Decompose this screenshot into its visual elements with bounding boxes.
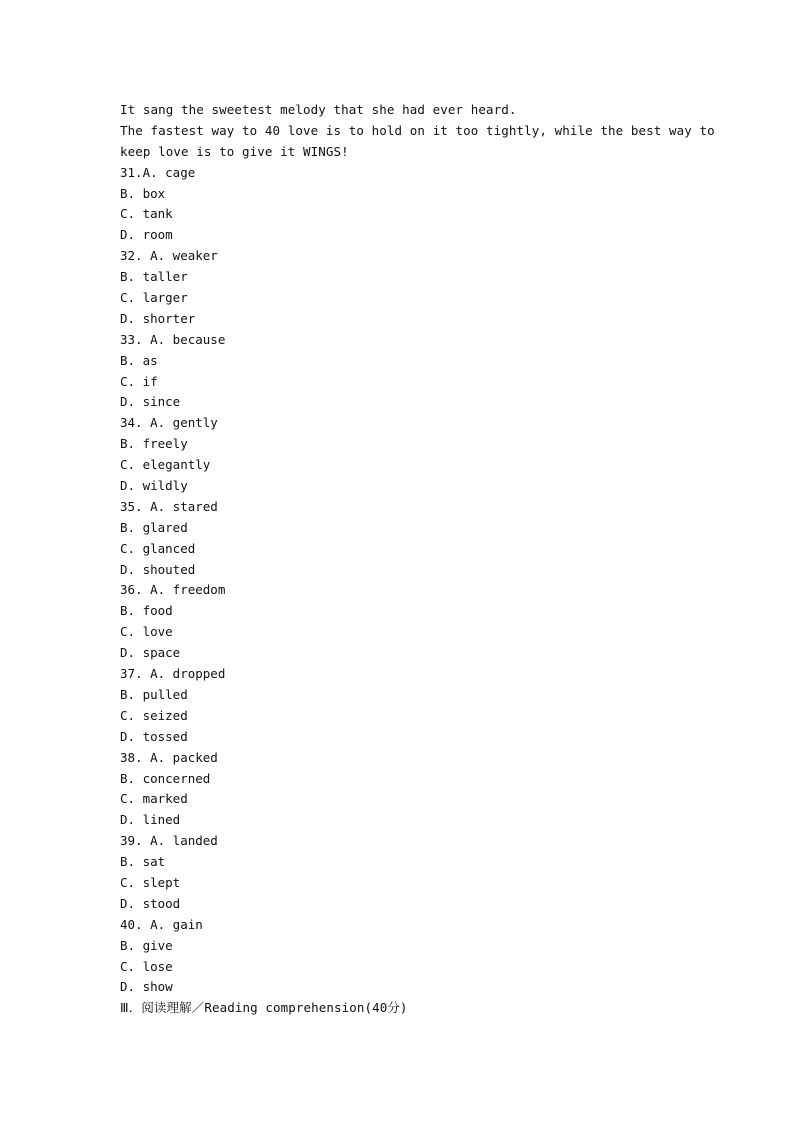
option-36-d: D. space: [120, 645, 181, 661]
option-38-a: 38. A. packed: [120, 749, 218, 765]
option-33-b: B. as: [120, 352, 158, 368]
option-40-a: 40. A. gain: [120, 916, 203, 932]
option-40-b: B. give: [120, 937, 173, 953]
option-35-d: D. shouted: [120, 561, 196, 577]
intro-line-1: It sang the sweetest melody that she had ever heard.: [120, 102, 517, 117]
answer-options-list: [120, 163, 680, 999]
option-39-c: C. slept: [120, 874, 181, 890]
option-34-d: D. wildly: [120, 478, 188, 494]
option-38-d: D. lined: [120, 812, 181, 828]
option-31-a: 31.A. cage: [120, 164, 196, 180]
option-35-b: B. glared: [120, 519, 188, 535]
option-37-c: C. seized: [120, 707, 188, 723]
option-40-c: C. lose: [120, 958, 173, 974]
option-31-c: C. tank: [120, 206, 173, 222]
section-heading: Ⅲ．阅读理解／Reading comprehension(40分): [120, 1000, 408, 1016]
option-39-d: D. stood: [120, 895, 181, 911]
intro-line-3: keep love is to give it WINGS!: [120, 143, 349, 159]
option-37-b: B. pulled: [120, 686, 188, 702]
option-33-a: 33. A. because: [120, 331, 226, 347]
option-37-a: 37. A. dropped: [120, 666, 226, 682]
option-33-d: D. since: [120, 394, 181, 410]
document-page: [120, 100, 715, 1019]
option-32-b: B. taller: [120, 269, 188, 285]
option-38-b: B. concerned: [120, 770, 211, 786]
option-34-b: B. freely: [120, 436, 188, 452]
option-34-c: C. elegantly: [120, 457, 211, 473]
option-38-c: C. marked: [120, 791, 188, 807]
option-31-b: B. box: [120, 185, 166, 201]
option-39-a: 39. A. landed: [120, 833, 218, 849]
option-32-a: 32. A. weaker: [120, 248, 218, 264]
option-36-b: B. food: [120, 603, 173, 619]
option-39-b: B. sat: [120, 854, 166, 870]
option-40-d: D. show: [120, 979, 173, 995]
option-32-d: D. shorter: [120, 310, 196, 326]
option-36-c: C. love: [120, 624, 173, 640]
option-32-c: C. larger: [120, 290, 188, 306]
option-31-d: D. room: [120, 227, 173, 243]
intro-line-2: The fastest way to 40 love is to hold on it too tightly, while the best way to: [120, 122, 715, 138]
option-33-c: C. if: [120, 373, 158, 389]
option-37-d: D. tossed: [120, 728, 188, 744]
option-34-a: 34. A. gently: [120, 415, 218, 431]
option-35-c: C. glanced: [120, 540, 196, 556]
option-36-a: 36. A. freedom: [120, 582, 226, 598]
option-35-a: 35. A. stared: [120, 498, 218, 514]
